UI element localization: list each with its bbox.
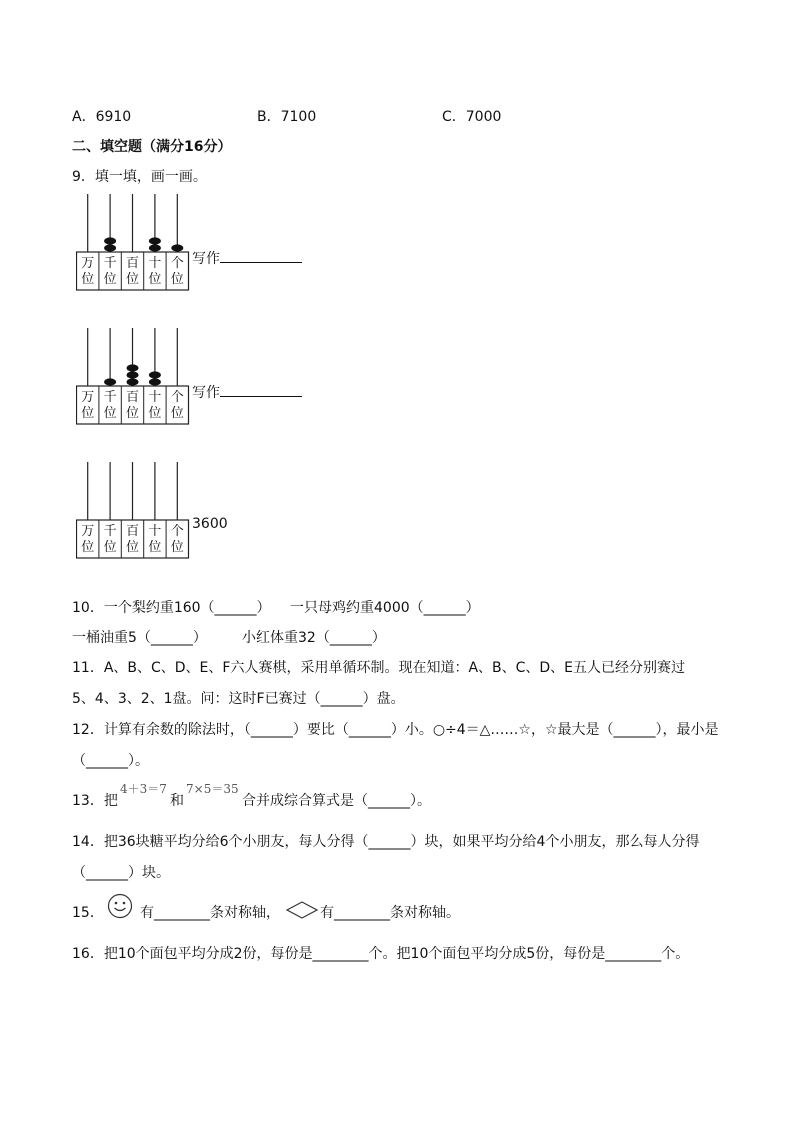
place-label-char: 万 xyxy=(81,524,95,539)
place-label-char: 位 xyxy=(103,272,117,287)
place-label-char: 万 xyxy=(81,256,95,271)
place-label-char: 位 xyxy=(81,406,95,421)
abacus-1-side xyxy=(192,248,302,268)
abacus-bead xyxy=(127,378,139,385)
question-13-suffix: 合并成综合算式是（______）。 xyxy=(242,793,431,809)
abacus-2-side xyxy=(192,382,302,402)
place-label-char: 位 xyxy=(148,540,162,555)
option-b: B．7100 xyxy=(257,109,317,125)
place-label-char: 位 xyxy=(125,406,139,421)
formula-2: 7×5＝35 xyxy=(186,782,239,796)
place-label-char: 千 xyxy=(103,390,117,405)
place-label-char: 个 xyxy=(170,256,184,271)
place-label-char: 万 xyxy=(81,390,95,405)
place-label-char: 位 xyxy=(170,540,184,555)
place-label-char: 个 xyxy=(170,390,184,405)
question-15-part2: 有________条对称轴。 xyxy=(320,905,460,921)
abacus-bead xyxy=(171,244,183,251)
place-label xyxy=(99,388,121,426)
abacus-bead xyxy=(149,237,161,244)
place-label xyxy=(77,388,99,426)
answer-line xyxy=(220,248,302,263)
place-label-char: 位 xyxy=(125,540,139,555)
section-title: 二、填空题（满分16分） xyxy=(72,139,232,155)
place-label xyxy=(121,388,143,426)
smiley-face-icon xyxy=(106,892,134,920)
place-label-char: 十 xyxy=(148,390,162,405)
formula-1: 4＋3＝7 xyxy=(120,782,167,796)
place-label-char: 位 xyxy=(170,272,184,287)
place-label xyxy=(121,254,143,292)
place-label-char: 位 xyxy=(81,272,95,287)
place-label xyxy=(121,522,143,560)
abacus-1 xyxy=(76,194,196,294)
rhombus-icon xyxy=(285,900,319,920)
place-label xyxy=(144,522,166,560)
place-label-char: 位 xyxy=(103,540,117,555)
place-label-char: 十 xyxy=(148,524,162,539)
question-14-line1: 14．把36块糖平均分给6个小朋友，每人分得（______）块，如果平均分给4个小朋友，那么每人分得 xyxy=(72,834,700,850)
question-10-c: 一桶油重5（______） xyxy=(72,630,207,646)
abacus-bead xyxy=(104,378,116,385)
question-10-d: 小红体重32（______） xyxy=(242,630,386,646)
abacus-bead xyxy=(127,364,139,371)
question-11-line2: 5、4、3、2、1盘。问：这时F已赛过（______）盘。 xyxy=(72,691,405,707)
abacus-bead xyxy=(104,244,116,251)
question-12-line1: 12．计算有余数的除法时，（______）要比（______）小。○÷4＝△……☆，☆最大是（______），最小是 xyxy=(72,722,719,738)
question-10-b: 一只母鸡约重4000（______） xyxy=(290,600,480,616)
place-label-char: 位 xyxy=(81,540,95,555)
question-9-prompt: 9．填一填，画一画。 xyxy=(72,169,207,185)
abacus-3-number: 3600 xyxy=(192,516,228,532)
place-label-char: 位 xyxy=(148,272,162,287)
place-label xyxy=(166,388,188,426)
place-label-char: 百 xyxy=(125,524,139,539)
place-label xyxy=(144,254,166,292)
place-label-char: 位 xyxy=(125,272,139,287)
place-label xyxy=(99,522,121,560)
write-label: 写作 xyxy=(192,385,220,401)
question-16: 16．把10个面包平均分成2份，每份是________个。把10个面包平均分成5份，每份是________个。 xyxy=(72,946,690,962)
abacus-bead xyxy=(104,237,116,244)
abacus-bead xyxy=(149,371,161,378)
write-label: 写作 xyxy=(192,251,220,267)
abacus-bead xyxy=(127,371,139,378)
place-label-char: 千 xyxy=(103,524,117,539)
place-label-char: 个 xyxy=(170,524,184,539)
question-15-prefix: 15． xyxy=(72,905,104,921)
question-13-prefix: 13．把 xyxy=(72,793,118,809)
place-label xyxy=(166,254,188,292)
question-11-line1: 11．A、B、C、D、E、F六人赛棋，采用单循环制。现在知道：A、B、C、D、E五人已经分别赛过 xyxy=(72,660,686,676)
place-label-char: 百 xyxy=(125,256,139,271)
place-label xyxy=(166,522,188,560)
place-label-char: 位 xyxy=(170,406,184,421)
place-label-char: 位 xyxy=(148,406,162,421)
option-a: A．6910 xyxy=(72,109,132,125)
abacus-bead xyxy=(149,244,161,251)
question-15-part1: 有________条对称轴， xyxy=(140,905,280,921)
place-label xyxy=(77,254,99,292)
place-label-char: 千 xyxy=(103,256,117,271)
question-13-mid: 和 xyxy=(170,793,184,809)
question-14-line2: （______）块。 xyxy=(72,865,170,881)
place-label xyxy=(99,254,121,292)
place-label xyxy=(77,522,99,560)
option-c: C．7000 xyxy=(442,109,502,125)
abacus-2 xyxy=(76,328,196,428)
question-10-a: 10．一个梨约重160（______） xyxy=(72,600,271,616)
answer-line xyxy=(220,382,302,397)
question-12-line2: （______）。 xyxy=(72,753,149,769)
abacus-3 xyxy=(76,462,196,562)
place-label-char: 位 xyxy=(103,406,117,421)
place-label-char: 百 xyxy=(125,390,139,405)
abacus-bead xyxy=(149,378,161,385)
place-label xyxy=(144,388,166,426)
place-label-char: 十 xyxy=(148,256,162,271)
